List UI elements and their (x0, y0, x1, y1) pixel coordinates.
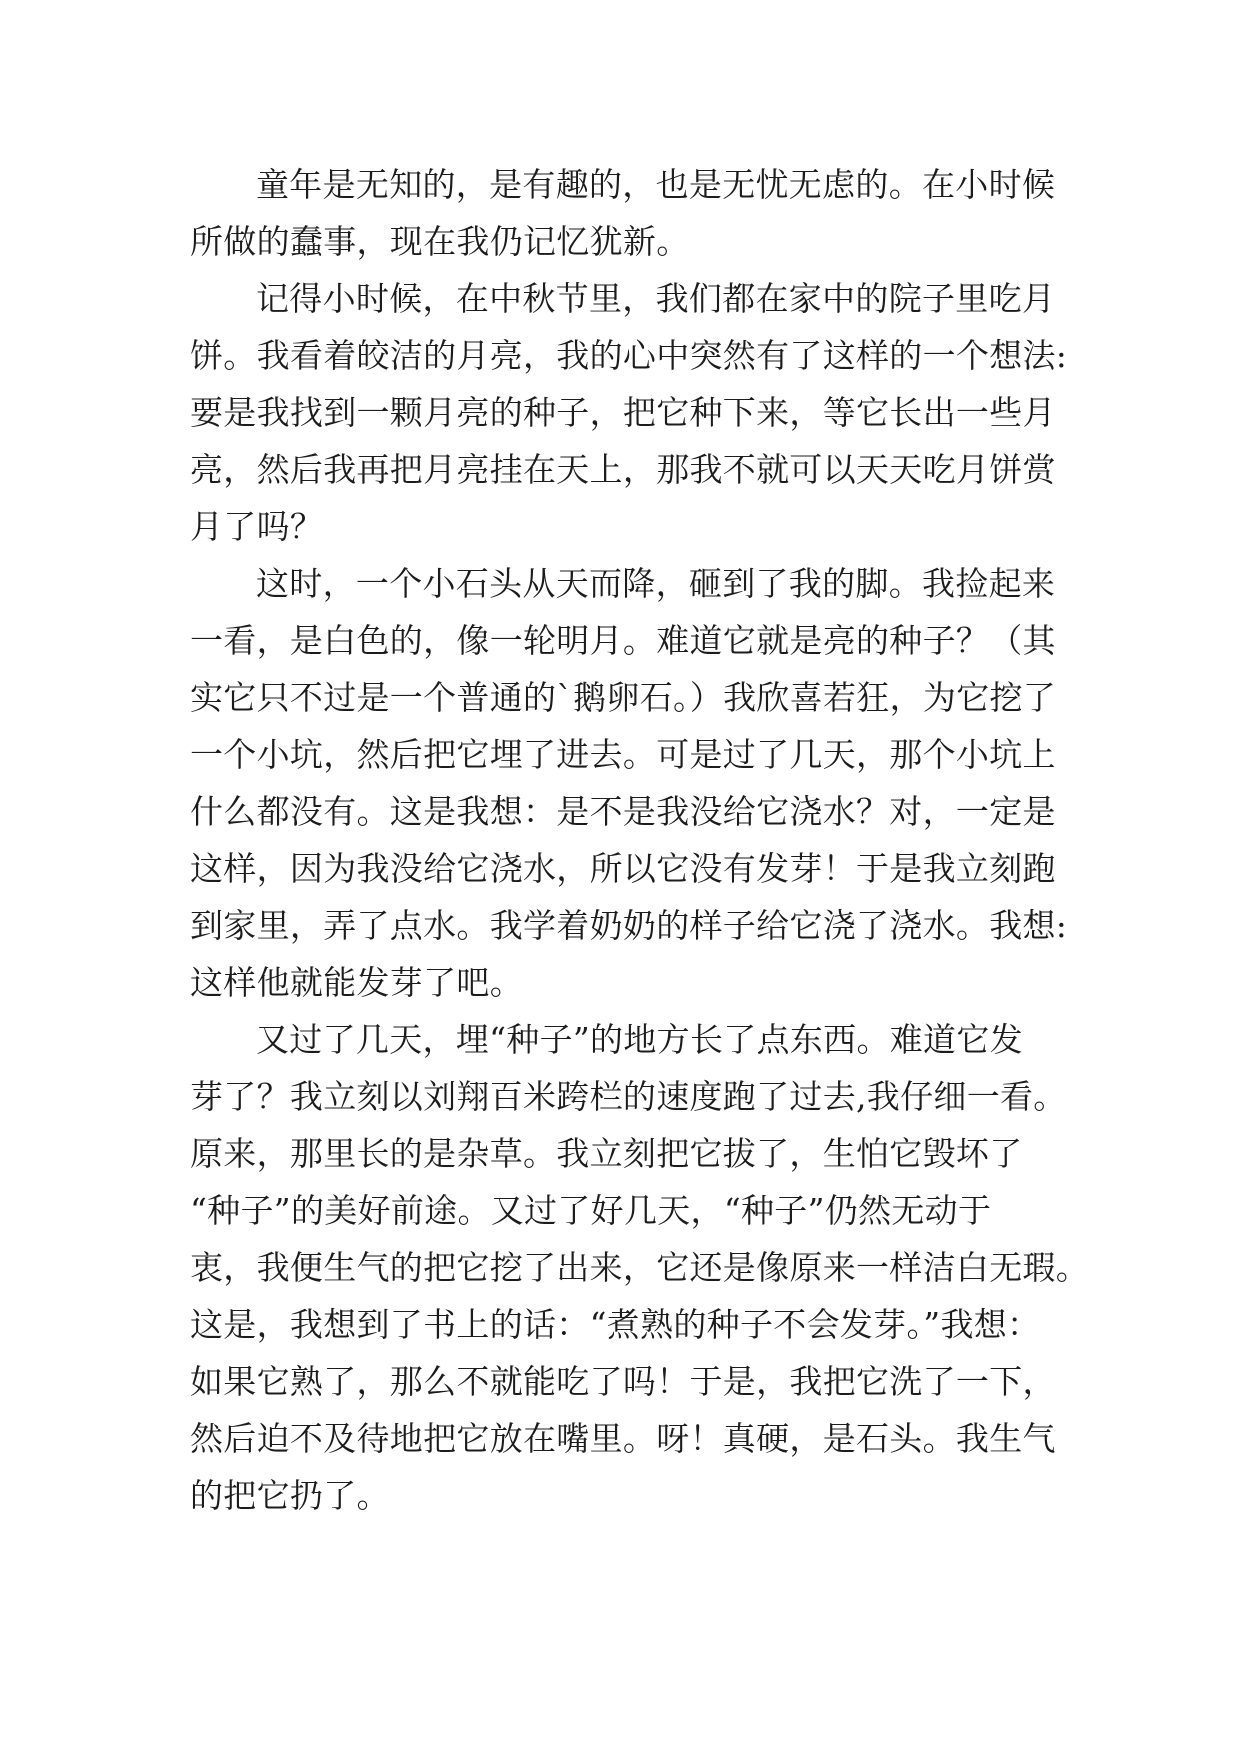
text-line: 饼。我看着皎洁的月亮，我的心中突然有了这样的一个想法: (190, 336, 1068, 375)
text-line: 如果它熟了，那么不就能吃了吗！于是，我把它洗了一下， (190, 1362, 1056, 1401)
text-line: 什么都没有。这是我想：是不是我没给它浇水？对，一定是 (190, 792, 1056, 831)
text-line: 原来，那里长的是杂草。我立刻把它拔了，生怕它毁坏了 (190, 1134, 1023, 1173)
text-line: 一个小坑，然后把它埋了进去。可是过了几天，那个小坑上 (190, 735, 1056, 774)
text-line: 童年是无知的，是有趣的，也是无忧无虑的。在小时候 (256, 165, 1056, 204)
text-line: 衷，我便生气的把它挖了出来，它还是像原来一样洁白无瑕。 (190, 1248, 1090, 1287)
text-line: 又过了几天，埋“种子”的地方长了点东西。难道它发 (256, 1020, 1023, 1059)
text-line: 亮，然后我再把月亮挂在天上，那我不就可以天天吃月饼赏 (190, 450, 1056, 489)
text-line: 的把它扔了。 (190, 1476, 390, 1515)
text-line: 到家里，弄了点水。我学着奶奶的样子给它浇了浇水。我想: (190, 906, 1068, 945)
text-line: 芽了？我立刻以刘翔百米跨栏的速度跑了过去,我仔细一看。 (190, 1077, 1067, 1116)
text-line: 然后迫不及待地把它放在嘴里。呀！真硬，是石头。我生气 (190, 1419, 1056, 1458)
text-line: 要是我找到一颗月亮的种子，把它种下来，等它长出一些月 (190, 393, 1056, 432)
text-line: 记得小时候，在中秋节里，我们都在家中的院子里吃月 (256, 279, 1056, 318)
essay-body (190, 156, 1090, 1524)
text-line: 这时，一个小石头从天而降，砸到了我的脚。我捡起来 (256, 564, 1056, 603)
text-line: 月了吗？ (190, 507, 324, 546)
text-line: 一看，是白色的，像一轮明月。难道它就是亮的种子？（其 (190, 621, 1056, 660)
text-line: “种子”的美好前途。又过了好几天，“种子”仍然无动于 (190, 1191, 992, 1230)
text-line: 实它只不过是一个普通的`鹅卵石。）我欣喜若狂，为它挖了 (190, 678, 1057, 717)
text-line: 这样他就能发芽了吧。 (190, 963, 523, 1002)
text-line: 所做的蠢事，现在我仍记忆犹新。 (190, 222, 690, 261)
text-line: 这是，我想到了书上的话：“煮熟的种子不会发芽。”我想： (190, 1305, 1041, 1344)
text-line: 这样，因为我没给它浇水，所以它没有发芽！于是我立刻跑 (190, 849, 1056, 888)
